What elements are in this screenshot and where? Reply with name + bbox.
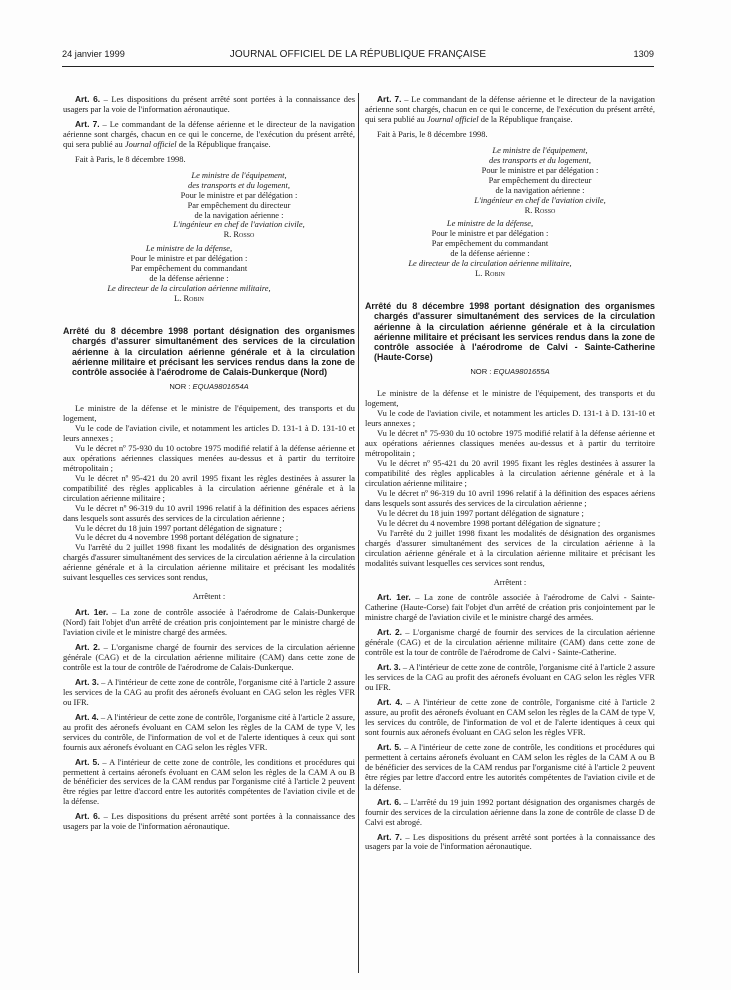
signatory-name: L. Robin <box>475 268 505 279</box>
article-text: – A l'intérieur de cette zone de contrôle, l'organisme cité à l'article 2 assure, au profit des aéronefs évoluant en CAM selon les règles de la CAM de type V, les services du contrôle, de l'information de vol et de l'alerte identiques à ceux qui sont fournis aux aéronefs évoluant en CAG selon les règles VFR. <box>63 711 355 752</box>
article-label: Art. 4. <box>75 711 99 722</box>
article-text: – A l'intérieur de cette zone de contrôle, l'organisme cité à l'article 2 assure, au profit des aéronefs évoluant en CAM selon les règles de la CAM de type V, les services du contrôle, de l'information de vol et de l'alerte identiques à ceux qui sont fournis aux aéronefs évoluant en CAG selon les règles VFR. <box>365 697 655 737</box>
article <box>63 643 355 673</box>
article-text: – Les dispositions du présent arrêté sont portées à la connaissance des usagers par la voie de l'information aéronautique. <box>63 811 355 832</box>
article-text: – Le commandant de la défense aérienne et le directeur de la navigation aérienne sont chargés, chacun en ce qui le concerne, de l'exécution du présent arrêté, qui sera publié au <box>365 94 655 124</box>
article <box>365 593 655 623</box>
article <box>63 812 355 832</box>
preamble-paragraph: Vu le décret nº 96-319 du 10 avril 1996 relatif à la définition des espaces aériens dans lesquels sont assurés des services de la circulation aérienne ; <box>63 502 355 523</box>
page-header <box>62 49 654 63</box>
article-label: Art. 3. <box>377 662 401 673</box>
nor-code: EQUA9801654A <box>192 382 249 392</box>
article-label: Art. 6. <box>75 811 101 822</box>
signature-line: Le ministre de la défense, <box>145 243 233 254</box>
article-text: – Les dispositions du présent arrêté sont portées à la connaissance des usagers par la voie de l'information aéronautique. <box>63 94 355 114</box>
arrete-title: Arrêté du 8 décembre 1998 portant désignation des organismes chargés d'assurer simultanément des services de la circulation aérienne à la circulation aérienne générale et à la circulation aérienne militaire et précisant les services rendus dans la zone de contrôle associée à l'aérodrome de Calvi - Sainte-Catherine (Haute-Corse) <box>365 301 655 363</box>
preamble-paragraph: Vu le décret nº 96-319 du 10 avril 1996 relatif à la définition des espaces aériens dans lesquels sont assurés des services de la circulation aérienne ; <box>365 487 655 508</box>
preamble-paragraph: Vu le décret du 18 juin 1997 portant délégation de signature ; <box>377 507 584 518</box>
journal-title: JOURNAL OFFICIEL DE LA RÉPUBLIQUE FRANÇAISE <box>229 49 487 60</box>
article <box>63 713 355 753</box>
article-label: Art. 3. <box>75 676 99 687</box>
article-text: – La zone de contrôle associée à l'aérodrome de Calais-Dunkerque (Nord) fait l'objet d'un arrêté de création pris conjointement par le ministre chargé de l'aviation civile et le ministre chargé des armées. <box>63 607 355 638</box>
nor-label: NOR : <box>169 382 193 392</box>
header-date: 24 janvier 1999 <box>62 49 125 59</box>
article <box>365 698 655 738</box>
preamble-paragraph: Vu le décret du 18 juin 1997 portant délégation de signature ; <box>75 522 282 533</box>
article <box>63 120 355 150</box>
fait-a-paris: Fait à Paris, le 8 décembre 1998. <box>377 128 488 139</box>
article-text: – Les dispositions du présent arrêté sont portées à la connaissance des usagers par la voie de l'information aéronautique. <box>365 831 655 852</box>
preamble-paragraph: Le ministre de la défense et le ministre de l'équipement, des transports et du logement, <box>63 403 355 424</box>
signature-line: des transports et du logement, <box>489 154 591 165</box>
signature-line: Le directeur de la circulation aérienne militaire, <box>107 283 271 294</box>
signature-line: Le ministre de l'équipement, <box>492 144 588 155</box>
article <box>365 663 655 693</box>
signatory-name: R. Rosso <box>524 204 556 215</box>
article-text: de la République française. <box>478 113 573 124</box>
article <box>63 608 355 638</box>
article-label: Art. 2. <box>377 627 402 638</box>
signature-line: de la navigation aérienne : <box>194 209 284 220</box>
arretent-heading: Arrêtent : <box>493 576 527 587</box>
signature-block-equipement <box>425 146 655 216</box>
article-text: de la République française. <box>176 138 271 149</box>
signature-block-defense <box>365 219 615 279</box>
preamble-paragraph: Le ministre de la défense et le ministre de l'équipement, des transports et du logement, <box>365 388 655 409</box>
signature-line: Le ministre de l'équipement, <box>191 169 287 180</box>
article <box>63 678 355 708</box>
journal-officiel-ref: Journal officiel <box>124 138 177 149</box>
header-rule <box>62 66 654 67</box>
signature-block-defense <box>63 244 315 304</box>
signature-line: Par empêchement du directeur <box>187 199 291 210</box>
article-text: – A l'intérieur de cette zone de contrôle, l'organisme cité à l'article 2 assure les services de la CAG au profit des aéronefs évoluant en CAG selon les règles VFR ou IFR. <box>63 676 355 707</box>
article-text: – Le commandant de la défense aérienne et le directeur de la navigation aérienne sont chargés, chacun en ce qui le concerne, de l'exécution du présent arrêté, qui sera publié au <box>63 118 355 149</box>
article <box>63 95 355 115</box>
nor-code: EQUA9801655A <box>493 367 550 377</box>
signature-line: Par empêchement du directeur <box>488 174 592 185</box>
signature-line: Pour le ministre et par délégation : <box>130 253 248 264</box>
signature-line: Pour le ministre et par délégation : <box>180 189 298 200</box>
article-text: – L'organisme chargé de fournir des services de la circulation aérienne générale (CAG) et de la circulation aérienne militaire (CAM) dans cette zone de contrôle est la tour de contrôle de l'aérodrome de Calais-Dunkerque. <box>63 642 355 672</box>
article-label: Art. 7. <box>377 94 402 104</box>
nor-reference <box>63 382 355 392</box>
article-label: Art. 5. <box>75 756 100 767</box>
preamble-paragraph: Vu le décret nº 95-421 du 20 avril 1995 fixant les règles destinées à assurer la compatibilité des règles applicables à la circulation aérienne générale et à la circulation aérienne militaire ; <box>365 458 655 488</box>
right-column <box>365 95 655 852</box>
article-label: Art. 7. <box>75 118 100 129</box>
preamble-paragraph: Vu le décret nº 75-930 du 10 octobre 1975 modifié relatif à la défense aérienne et aux opérations aériennes classiques menées au-dessus et à partir du territoire métropolitain ; <box>63 442 355 473</box>
article-label: Art. 5. <box>377 741 402 752</box>
article <box>63 758 355 808</box>
article-text: – A l'intérieur de cette zone de contrôle, les conditions et procédures qui permettent à certains aéronefs évoluant en CAM selon les règles de la CAM A ou B de bénéficier des services de la CAM rendus par l'organisme cité à l'article 2 peuvent être régies par lettre d'accord entre les autorités compétentes de l'aviation civile et de la défense. <box>63 756 355 807</box>
preamble-paragraph: Vu l'arrêté du 2 juillet 1998 fixant les modalités de désignation des organismes chargés d'assurer simultanément des services de la circulation aérienne à la circulation aérienne générale et à la circulation aérienne militaire et précisant les modalités suivant lesquelles ces services sont rendus, <box>63 542 355 583</box>
arrete-title: Arrêté du 8 décembre 1998 portant désignation des organismes chargés d'assurer simultanément des services de la circulation aérienne à la circulation aérienne générale et à la circulation aérienne militaire et précisant les services rendus dans la zone de contrôle associée à l'aérodrome de Calais-Dunkerque (Nord) <box>63 326 355 377</box>
signatory-name: L. Robin <box>174 293 204 304</box>
signature-line: Par empêchement du commandant <box>431 238 549 249</box>
article-label: Art. 4. <box>377 697 403 708</box>
signature-line: L'ingénieur en chef de l'aviation civile, <box>173 219 305 230</box>
article-label: Art. 1er. <box>377 592 411 603</box>
preamble-paragraph: Vu l'arrêté du 2 juillet 1998 fixant les modalités de désignation des organismes chargés d'assurer simultanément des services de la circulation aérienne à la circulation aérienne générale et à la circulation aérienne militaire et précisant les modalités suivant lesquelles ces services sont rendus, <box>365 527 655 568</box>
signature-line: de la défense aérienne : <box>450 248 530 259</box>
left-column <box>63 95 355 832</box>
article-text: – L'arrêté du 19 juin 1992 portant désignation des organismes chargés de fournir des services de la circulation aérienne dans la zone de contrôle de classe D de Calvi est abrogé. <box>365 796 655 827</box>
fait-a-paris: Fait à Paris, le 8 décembre 1998. <box>75 153 186 164</box>
article-label: Art. 6. <box>377 796 402 807</box>
preamble-paragraph: Vu le décret du 4 novembre 1998 portant délégation de signature ; <box>75 532 299 543</box>
article-text: – La zone de contrôle associée à l'aérodrome de Calvi - Sainte-Catherine (Haute-Corse) fait l'objet d'un arrêté de création pris conjointement par le ministre chargé de l'aviation civile et le ministre chargé des armées. <box>365 592 655 623</box>
preamble-paragraph: Vu le code de l'aviation civile, et notamment les articles D. 131-1 à D. 131-10 et leurs annexes ; <box>63 422 355 443</box>
signature-line: Le ministre de la défense, <box>446 218 534 229</box>
article-label: Art. 2. <box>75 642 101 653</box>
signature-line: des transports et du logement, <box>188 179 290 190</box>
article <box>365 798 655 828</box>
arretent-heading: Arrêtent : <box>192 591 226 602</box>
article-text: – L'organisme chargé de fournir des services de la circulation aérienne générale (CAG) et de la circulation aérienne militaire (CAM) dans cette zone de contrôle est la tour de contrôle de l'aérodrome de Calvi - Sainte-Catherine. <box>365 627 655 658</box>
nor-label: NOR : <box>470 367 494 377</box>
nor-reference <box>365 367 655 377</box>
signature-line: de la navigation aérienne : <box>495 184 585 195</box>
article-label: Art. 7. <box>377 831 402 842</box>
article-text: – A l'intérieur de cette zone de contrôle, les conditions et procédures qui permettent à certains aéronefs évoluant en CAM selon les règles de la CAM A ou B de bénéficier des services de la CAM rendus par l'organisme cité à l'article 2 peuvent être régies par lettre d'accord entre les autorités compétentes de l'aviation civile et de la défense. <box>365 741 655 792</box>
preamble-paragraph: Vu le décret nº 75-930 du 10 octobre 1975 modifié relatif à la défense aérienne et aux opérations aériennes classiques menées au-dessus et à partir du territoire métropolitain ; <box>365 428 655 459</box>
article <box>365 743 655 793</box>
signature-line: Pour le ministre et par délégation : <box>481 164 599 175</box>
preamble-paragraph: Vu le code de l'aviation civile, et notamment les articles D. 131-1 à D. 131-10 et leurs annexes ; <box>365 408 655 429</box>
signature-line: Pour le ministre et par délégation : <box>431 228 549 239</box>
journal-officiel-ref: Journal officiel <box>426 113 479 124</box>
signature-line: Par empêchement du commandant <box>130 263 248 274</box>
signature-line: de la défense aérienne : <box>149 273 229 284</box>
preamble-paragraph: Vu le décret du 4 novembre 1998 portant délégation de signature ; <box>377 517 601 528</box>
signatory-name: R. Rosso <box>223 229 255 240</box>
article <box>365 95 655 125</box>
signature-line: L'ingénieur en chef de l'aviation civile, <box>474 194 606 205</box>
article-label: Art. 1er. <box>75 607 109 618</box>
preamble-paragraph: Vu le décret nº 95-421 du 20 avril 1995 fixant les règles destinées à assurer la compatibilité des règles applicables à la circulation aérienne générale et à la circulation aérienne militaire ; <box>63 472 355 503</box>
signature-line: Le directeur de la circulation aérienne militaire, <box>408 258 572 269</box>
article <box>365 833 655 853</box>
page-number: 1309 <box>633 49 654 59</box>
signature-block-equipement <box>123 171 355 241</box>
article-text: – A l'intérieur de cette zone de contrôle, l'organisme cité à l'article 2 assure les services de la CAG au profit des aéronefs évoluant en CAG selon les règles VFR ou IFR. <box>365 662 655 693</box>
article-label: Art. 6. <box>75 94 101 104</box>
column-divider <box>358 93 359 973</box>
article <box>365 628 655 658</box>
